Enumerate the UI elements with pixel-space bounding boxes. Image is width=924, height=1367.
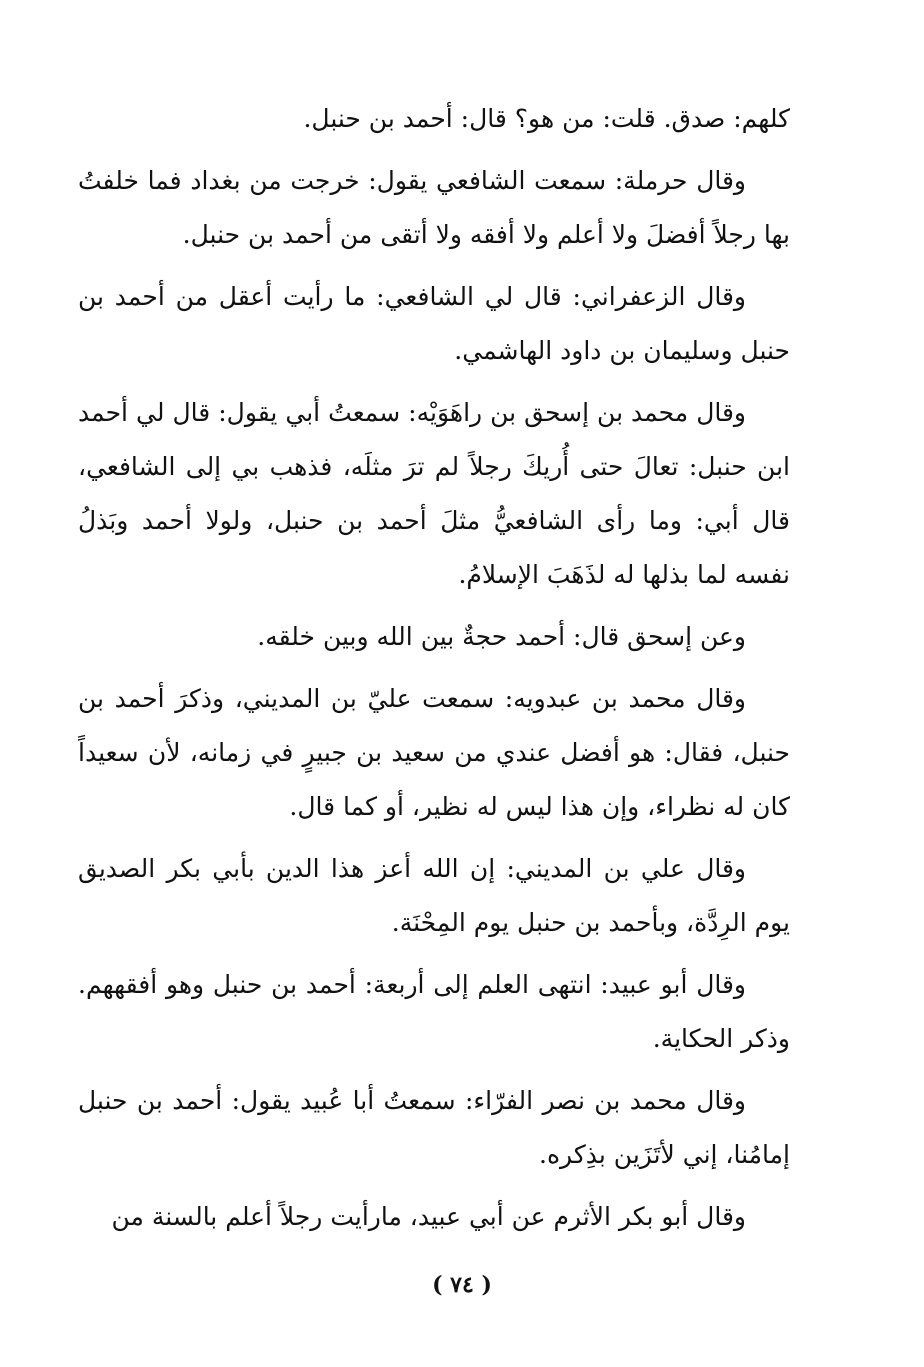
body-text (78, 92, 790, 1252)
paragraph-7: وقال علي بن المديني: إن الله أعز هذا الدين بأبي بكر الصديق يوم الرِدَّة، وبأحمد بن حنبل يوم المِحْنَة. (78, 854, 790, 937)
paragraph-4: وقال محمد بن إسحق بن راهَوَيْه: سمعتُ أبي يقول: قال لي أحمد ابن حنبل: تعالَ حتى أُريكَ رجلاً لم ترَ مثلَه، فذهب بي إلى الشافعي، قال أبي: وما رأى الشافعيُّ مثلَ أحمد بن حنبل، ولولا أحمد وبَذلُ نفسه لما بذلها له لذَهَبَ الإسلامُ. (78, 398, 790, 589)
page-number: ( ٧٤ ) (432, 1272, 492, 1298)
paragraph-1: كلهم: صدق. قلت: من هو؟ قال: أحمد بن حنبل. (303, 104, 790, 133)
paragraph-10: وقال أبو بكر الأثرم عن أبي عبيد، مارأيت رجلاً أعلم بالسنة من (111, 1202, 746, 1231)
paragraph-9: وقال محمد بن نصر الفرّاء: سمعتُ أبا عُبيد يقول: أحمد بن حنبل إمامُنا، إني لأتَزَين بذِكره. (78, 1086, 790, 1169)
paragraph-8: وقال أبو عبيد: انتهى العلم إلى أربعة: أحمد بن حنبل وهو أفقههم. وذكر الحكاية. (78, 970, 790, 1053)
paragraph-2: وقال حرملة: سمعت الشافعي يقول: خرجت من بغداد فما خلفتُ بها رجلاً أفضلَ ولا أعلم ولا أفقه ولا أتقى من أحمد بن حنبل. (78, 166, 790, 249)
paragraph-5: وعن إسحق قال: أحمد حجةٌ بين الله وبين خلقه. (257, 622, 746, 651)
paragraph-3: وقال الزعفراني: قال لي الشافعي: ما رأيت أعقل من أحمد بن حنبل وسليمان بن داود الهاشمي. (78, 282, 790, 365)
paragraph-6: وقال محمد بن عبدويه: سمعت عليّ بن المديني، وذكرَ أحمد بن حنبل، فقال: هو أفضل عندي من سعيد بن جبيرٍ في زمانه، لأن سعيداً كان له نظراء، وإن هذا ليس له نظير، أو كما قال. (78, 684, 790, 821)
